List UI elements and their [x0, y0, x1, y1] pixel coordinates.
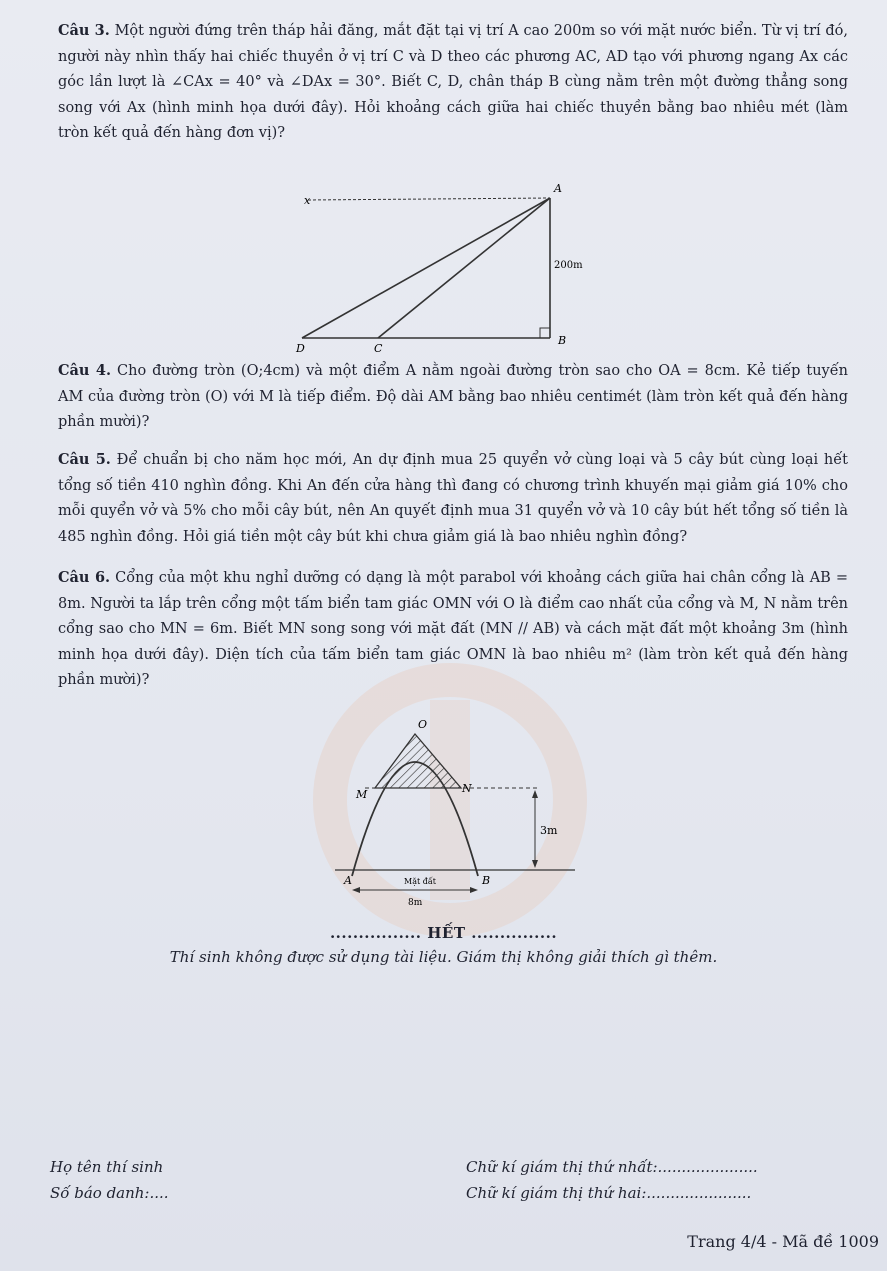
candidate-number-field: Số báo danh:.... [50, 1184, 169, 1202]
fig6-label-m: M [356, 788, 368, 801]
fig6-label-b: B [482, 874, 491, 887]
question-6-text: Cổng của một khu nghỉ dưỡng có dạng là một parabol với khoảng cách giữa hai chân cổng là AB = 8m. Người ta lắp trên cổng một tấm biển tam giác OMN với O là điểm cao nhất của cổng và M, N nằm trên cổng sao cho MN = 6m. Biết MN song song với mặt đất (MN // AB) và cách mặt đất một khoảng 3m (hình minh họa dưới đây). Diện tích của tấm biển tam giác OMN là bao nhiêu m² (làm tròn kết quả đến hàng phần mười)? [58, 570, 848, 688]
question-3 [58, 18, 848, 147]
fig3-label-d: D [296, 342, 305, 355]
question-4 [58, 358, 848, 436]
question-6 [58, 565, 848, 694]
end-marker: ................ HẾT ............... [329, 924, 558, 942]
candidate-name-field: Họ tên thí sinh [50, 1158, 164, 1176]
page-footer: Trang 4/4 - Mã đề 1009 [687, 1232, 879, 1251]
fig3-label-b: B [558, 334, 567, 347]
question-5-label: Câu 5. [58, 451, 111, 468]
proctor-2-signature-field: Chữ kí giám thị thứ hai:...................... [466, 1184, 752, 1202]
fig6-label-height: 3m [540, 824, 558, 837]
question-4-label: Câu 4. [58, 362, 112, 379]
fig3-label-height: 200m [554, 260, 583, 271]
parabola-gate-figure [330, 712, 590, 912]
fig6-label-n: N [462, 782, 472, 795]
question-3-text: Một người đứng trên tháp hải đăng, mắt đặt tại vị trí A cao 200m so với mặt nước biển. Từ vị trí đó, người này nhìn thấy hai chiếc thuyền ở vị trí C và D theo các phương AC, AD tạo với phương ngang Ax các góc lần lượt là ∠CAx = 40° và ∠DAx = 30°. Biết C, D, chân tháp B cùng nằm trên một đường thẳng song song với Ax (hình minh họa dưới đây). Hỏi khoảng cách giữa hai chiếc thuyền bằng bao nhiêu mét (làm tròn kết quả đến hàng đơn vị)? [58, 23, 849, 141]
proctor-1-signature-field: Chữ kí giám thị thứ nhất:..................... [466, 1158, 758, 1176]
question-6-label: Câu 6. [58, 569, 111, 586]
fig3-label-c: C [374, 342, 383, 355]
question-5 [58, 447, 848, 550]
fig3-label-x: x [304, 194, 311, 207]
fig6-label-ground: Mặt đất [404, 877, 436, 886]
lighthouse-figure [288, 178, 588, 358]
fig6-label-o: O [418, 718, 428, 731]
exam-note: Thí sinh không được sử dụng tài liệu. Giám thị không giải thích gì thêm. [169, 948, 718, 966]
fig3-label-a: A [554, 182, 562, 195]
question-4-text: Cho đường tròn (O;4cm) và một điểm A nằm ngoài đường tròn sao cho OA = 8cm. Kẻ tiếp tuyến AM của đường tròn (O) với M là tiếp điểm. Độ dài AM bằng bao nhiêu centimét (làm tròn kết quả đến hàng phần mười)? [58, 363, 848, 430]
fig6-label-a: A [344, 874, 352, 887]
question-3-label: Câu 3. [58, 22, 110, 39]
question-5-text: Để chuẩn bị cho năm học mới, An dự định mua 25 quyển vở cùng loại và 5 cây bút cùng loại hết tổng số tiền 410 nghìn đồng. Khi An đến cửa hàng thì đang có chương trình khuyến mại giảm giá 10% cho mỗi quyển vở và 5% cho mỗi cây bút, nên An quyết định mua 31 quyển vở và 10 cây bút hết tổng số tiền là 485 nghìn đồng. Hỏi giá tiền một cây bút khi chưa giảm giá là bao nhiêu nghìn đồng? [58, 452, 848, 545]
fig6-label-width: 8m [408, 898, 423, 908]
